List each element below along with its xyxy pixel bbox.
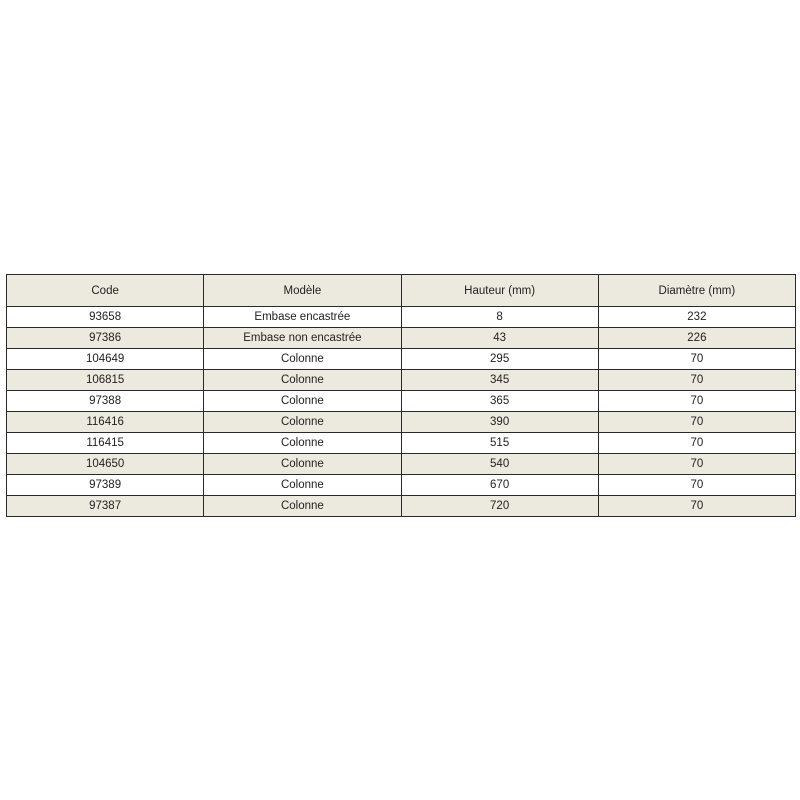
cell-hauteur: 670 xyxy=(401,475,598,496)
cell-hauteur: 365 xyxy=(401,391,598,412)
cell-modele: Colonne xyxy=(204,391,401,412)
cell-code: 97389 xyxy=(7,475,204,496)
cell-modele: Colonne xyxy=(204,454,401,475)
cell-modele: Colonne xyxy=(204,412,401,433)
cell-diametre: 70 xyxy=(598,475,795,496)
spec-table xyxy=(6,274,796,517)
cell-diametre: 226 xyxy=(598,328,795,349)
cell-hauteur: 295 xyxy=(401,349,598,370)
header-row xyxy=(7,275,796,307)
cell-diametre: 70 xyxy=(598,496,795,517)
cell-code: 93658 xyxy=(7,307,204,328)
cell-code: 116415 xyxy=(7,433,204,454)
table-header xyxy=(7,275,796,307)
cell-hauteur: 43 xyxy=(401,328,598,349)
cell-diametre: 70 xyxy=(598,454,795,475)
cell-diametre: 70 xyxy=(598,412,795,433)
cell-modele: Colonne xyxy=(204,433,401,454)
cell-diametre: 232 xyxy=(598,307,795,328)
cell-code: 104649 xyxy=(7,349,204,370)
header-diametre: Diamètre (mm) xyxy=(598,275,795,307)
table-row xyxy=(7,307,796,328)
cell-code: 97388 xyxy=(7,391,204,412)
cell-hauteur: 390 xyxy=(401,412,598,433)
cell-hauteur: 8 xyxy=(401,307,598,328)
table-body xyxy=(7,307,796,517)
table-row xyxy=(7,349,796,370)
cell-diametre: 70 xyxy=(598,433,795,454)
cell-modele: Colonne xyxy=(204,496,401,517)
header-code: Code xyxy=(7,275,204,307)
table-row xyxy=(7,412,796,433)
cell-hauteur: 540 xyxy=(401,454,598,475)
table-row xyxy=(7,328,796,349)
table-row xyxy=(7,496,796,517)
header-modele: Modèle xyxy=(204,275,401,307)
cell-hauteur: 345 xyxy=(401,370,598,391)
cell-diametre: 70 xyxy=(598,370,795,391)
cell-modele: Embase encastrée xyxy=(204,307,401,328)
header-hauteur: Hauteur (mm) xyxy=(401,275,598,307)
cell-code: 116416 xyxy=(7,412,204,433)
table-row xyxy=(7,370,796,391)
cell-modele: Colonne xyxy=(204,475,401,496)
table-row xyxy=(7,475,796,496)
cell-code: 97386 xyxy=(7,328,204,349)
cell-modele: Colonne xyxy=(204,370,401,391)
cell-hauteur: 720 xyxy=(401,496,598,517)
cell-diametre: 70 xyxy=(598,391,795,412)
table-row xyxy=(7,433,796,454)
cell-code: 106815 xyxy=(7,370,204,391)
cell-diametre: 70 xyxy=(598,349,795,370)
table-row xyxy=(7,391,796,412)
cell-modele: Embase non encastrée xyxy=(204,328,401,349)
cell-hauteur: 515 xyxy=(401,433,598,454)
cell-code: 97387 xyxy=(7,496,204,517)
cell-modele: Colonne xyxy=(204,349,401,370)
cell-code: 104650 xyxy=(7,454,204,475)
table-row xyxy=(7,454,796,475)
